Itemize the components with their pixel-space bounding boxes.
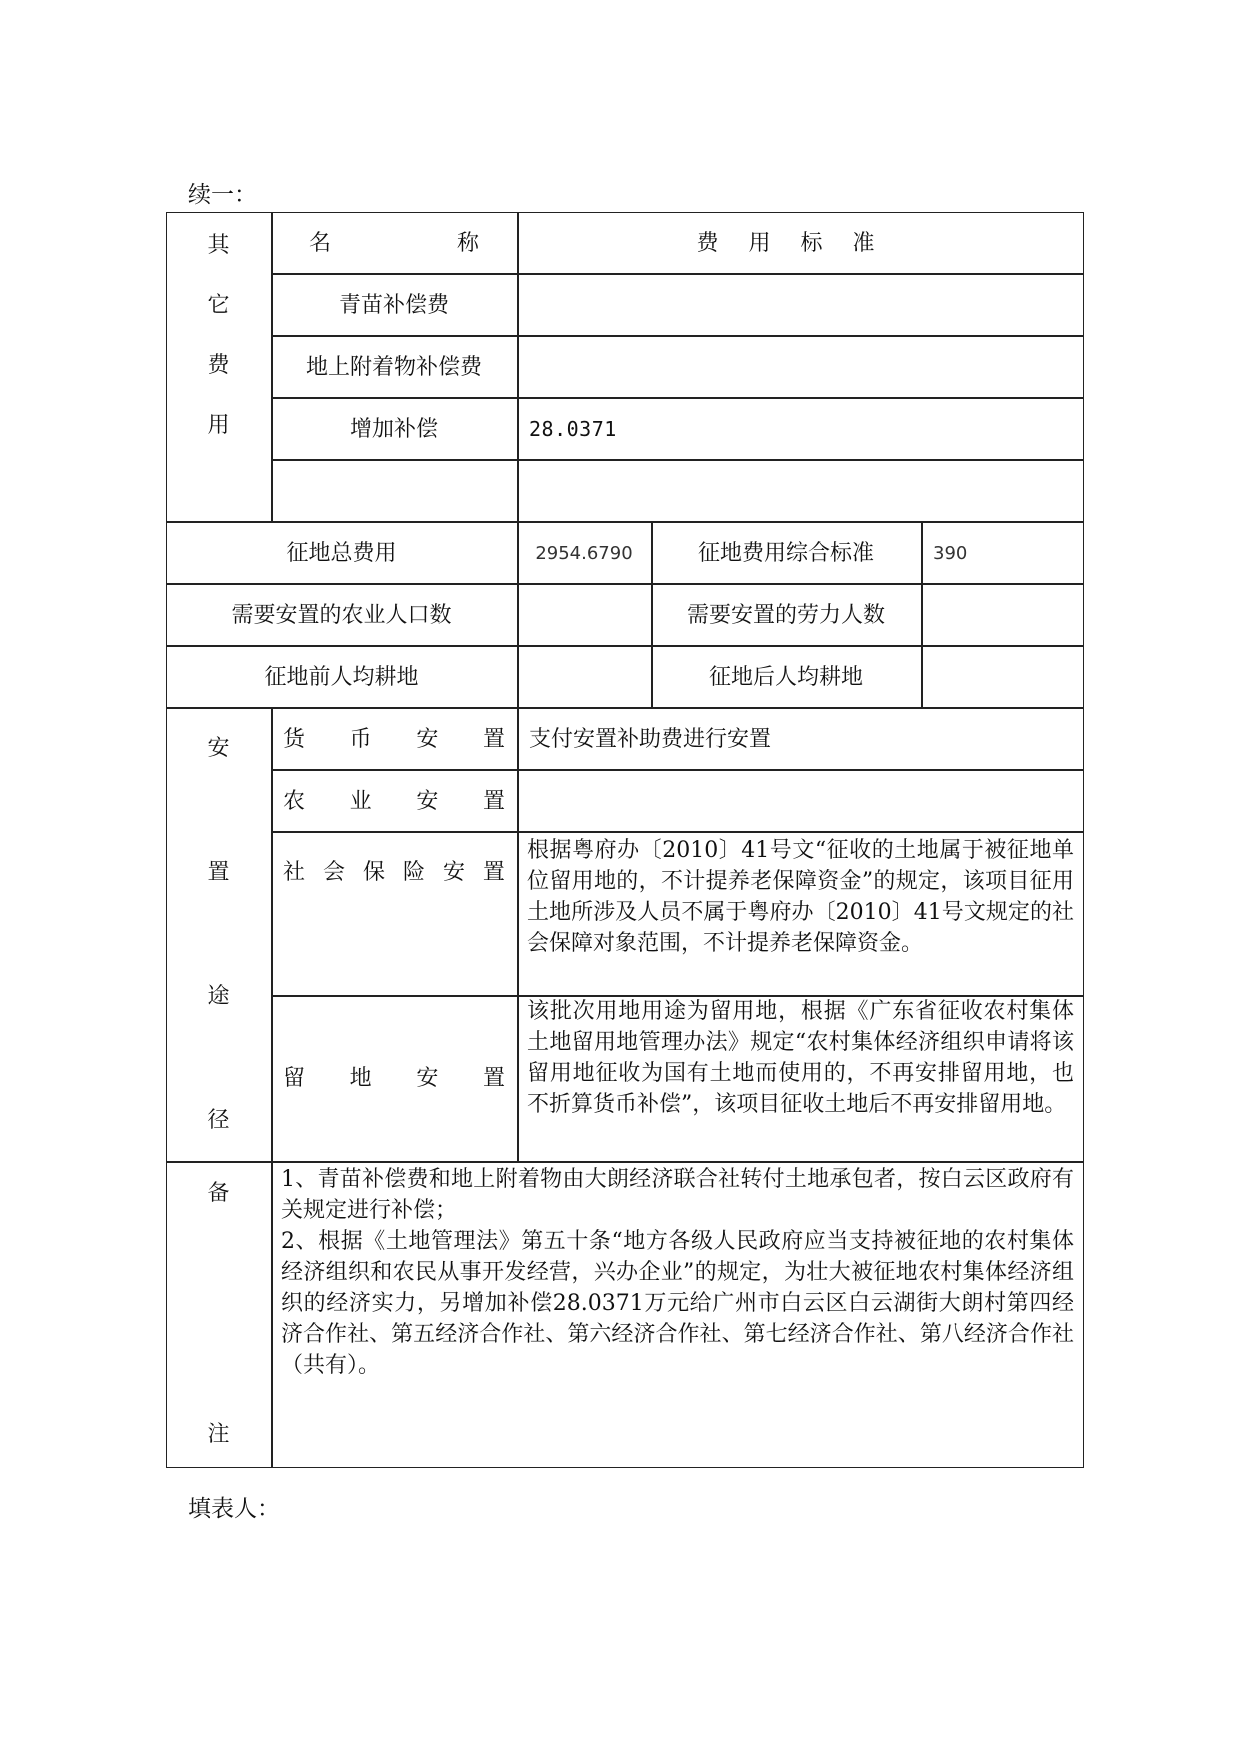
name-char: 安 xyxy=(416,1066,439,1091)
fee-name-empty xyxy=(271,460,517,522)
remark-item-2: 2、根据《土地管理法》第五十条“地方各级人民政府应当支持被征地的农村集体经济组织和农民从事开发经营，兴办企业”的规定，为壮大被征地农村集体经济组织的经济实力，另增加补偿28.0371万元给广州市白云区白云湖街大朗村第四经济合作社、第五经济合作社、第六经济合作社、第七经济合作社、第八经济合作社（共有）。 xyxy=(281,1229,1074,1378)
name-char: 置 xyxy=(482,1066,505,1091)
resettle-name-social-insurance xyxy=(271,832,517,912)
resettle-value-monetary: 支付安置补助费进行安置 xyxy=(529,726,772,752)
labor-value xyxy=(921,584,1084,646)
name-char: 安 xyxy=(442,859,465,885)
resettle-value-social-insurance: 根据粤府办〔2010〕41号文“征收的土地属于被征地单位留用地的，不计提养老保障资金”的规定，该项目征用土地所涉及人员不属于粤府办〔2010〕41号文规定的社会保障对象范围，不计提养老保障资金。 xyxy=(527,838,1074,956)
total-fee-label: 征地总费用 xyxy=(286,540,397,566)
name-char: 险 xyxy=(402,859,425,885)
name-char: 留 xyxy=(283,1066,306,1091)
fee-value-green-crops xyxy=(517,274,1084,336)
total-fee-value: 2954.6790 xyxy=(535,542,633,564)
label-char: 置 xyxy=(207,860,230,885)
header-standard xyxy=(517,212,1084,274)
after-value xyxy=(921,646,1084,708)
label-char: 注 xyxy=(207,1422,230,1447)
name-char: 地 xyxy=(349,1066,372,1091)
before-value xyxy=(517,646,651,708)
agri-pop-label: 需要安置的农业人口数 xyxy=(231,602,452,628)
before-label: 征地前人均耕地 xyxy=(264,664,419,690)
label-char: 径 xyxy=(207,1108,230,1133)
caption-filled-by: 填表人： xyxy=(188,1496,280,1522)
fee-value-additional: 28.0371 xyxy=(529,416,617,441)
fee-value-attachments xyxy=(517,336,1084,398)
labor-label: 需要安置的劳力人数 xyxy=(686,602,885,628)
header-name-char: 称 xyxy=(456,230,479,256)
name-char: 置 xyxy=(482,726,505,752)
fee-name-additional: 增加补偿 xyxy=(349,416,438,442)
after-label: 征地后人均耕地 xyxy=(708,664,863,690)
header-name-char: 名 xyxy=(309,230,332,256)
header-standard-text: 费用标准 xyxy=(696,230,905,256)
header-name xyxy=(271,212,517,274)
resettle-value-reserved-land: 该批次用地用途为留用地，根据《广东省征收农村集体土地留用地管理办法》规定“农村集体经济组织申请将该留用地征收为国有土地而使用的，不再安排留用地，也不折算货币补偿”，该项目征收土地后不再安排留用地。 xyxy=(527,999,1074,1117)
label-char: 费 xyxy=(207,353,230,378)
name-char: 业 xyxy=(349,788,372,814)
name-char: 货 xyxy=(283,726,306,752)
standard-value: 390 xyxy=(933,542,968,564)
name-char: 社 xyxy=(283,859,306,885)
name-char: 币 xyxy=(349,726,372,752)
label-char: 备 xyxy=(207,1181,230,1206)
fee-value-empty xyxy=(517,460,1084,522)
label-char: 其 xyxy=(207,233,230,258)
remarks-content xyxy=(271,1162,1084,1468)
label-char: 途 xyxy=(207,984,230,1009)
resettle-name-agricultural xyxy=(271,770,517,832)
name-char: 置 xyxy=(482,788,505,814)
resettle-name-reserved-land xyxy=(271,996,517,1161)
resettle-value-agricultural xyxy=(517,770,1084,832)
name-char: 农 xyxy=(283,788,306,814)
other-fees-label xyxy=(166,230,271,460)
name-char: 安 xyxy=(416,726,439,752)
label-char: 它 xyxy=(207,293,230,318)
name-char: 安 xyxy=(416,788,439,814)
fee-name-green-crops: 青苗补偿费 xyxy=(338,292,449,318)
name-char: 保 xyxy=(362,859,385,885)
label-char: 用 xyxy=(207,413,230,438)
remarks-label xyxy=(166,1178,271,1458)
resettlement-label xyxy=(166,733,271,1153)
name-char: 置 xyxy=(482,859,505,885)
resettle-name-monetary xyxy=(271,708,517,770)
label-char: 安 xyxy=(207,736,230,761)
caption-continued: 续一： xyxy=(188,182,257,208)
standard-label: 征地费用综合标准 xyxy=(697,540,874,566)
name-char: 会 xyxy=(322,859,345,885)
remark-item-1: 1、青苗补偿费和地上附着物由大朗经济联合社转付土地承包者，按白云区政府有关规定进行补偿； xyxy=(281,1167,1074,1223)
agri-pop-value xyxy=(517,584,651,646)
fee-name-attachments: 地上附着物补偿费 xyxy=(305,354,482,380)
